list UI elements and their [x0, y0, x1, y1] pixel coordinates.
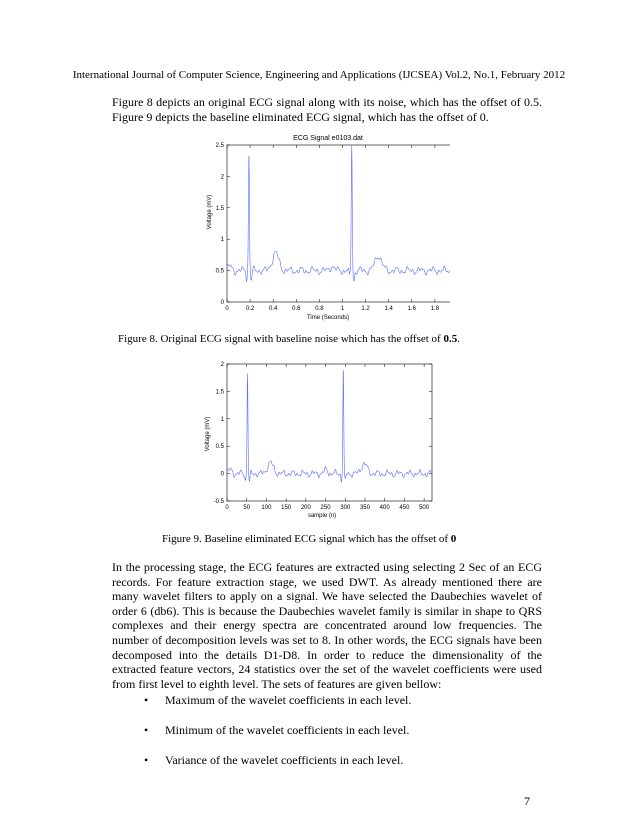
y-tick-label: -0.5 — [213, 499, 224, 505]
fig8-caption-end: . — [457, 333, 460, 345]
y-tick-label: 0.5 — [215, 268, 224, 275]
fig9-caption-text: Figure 9. Baseline eliminated ECG signal which has the offset of — [162, 533, 451, 545]
journal-header: International Journal of Computer Science, Engineering and Applications (IJCSEA) Vol.2, No.1, February 2012 — [72, 69, 566, 81]
figure-8-caption — [118, 333, 460, 345]
x-tick-label: 0.6 — [292, 306, 301, 312]
fig8-caption-offset: 0.5 — [443, 333, 458, 345]
fig8-title: ECG Signal e0103.dat — [293, 135, 363, 142]
fig8-xlabel: Time (Seconds) — [306, 315, 350, 321]
y-tick-label: 0.5 — [215, 444, 224, 451]
bullet-text: Maximum of the wavelet coefficients in each level. — [165, 693, 412, 707]
x-tick-label: 500 — [419, 505, 430, 511]
fig9-ylabel: Voltage (mV) — [205, 416, 211, 452]
x-tick-label: 400 — [379, 505, 390, 511]
figure-9-chart — [180, 356, 450, 522]
fig8-plot — [216, 143, 450, 312]
y-tick-label: 2 — [220, 362, 224, 368]
x-tick-label: 0.2 — [245, 306, 255, 312]
fig9-caption-offset: 0 — [450, 533, 457, 545]
x-tick-label: 100 — [261, 505, 272, 511]
x-tick-label: 1.6 — [407, 306, 416, 312]
fig9-plot — [214, 362, 432, 511]
x-tick-label: 1.8 — [430, 306, 440, 312]
fig8-caption-text: Figure 8. Original ECG signal with baseline noise which has the offset of — [118, 333, 444, 345]
x-tick-label: 350 — [359, 505, 370, 511]
body-paragraph: In the processing stage, the ECG features are extracted using selecting 2 Sec of an ECG records. For feature extraction stage, we used DWT. As already mentioned there are many wavelet filters to apply on a signal. We have selected the Daubechies wavelet of order 6 (db6). This is because the Daubechies wavelet family is similar in shape to QRS complexes and their energy spectra are concentrated around low frequencies. The number of decomposition levels was set to 8. In other words, the ECG signals have been decomposed into the details D1-D8. In order to reduce the dimensionality of the extracted feature vectors, 24 statistics over the set of the wavelet coefficients were used from first level to eighth level. The sets of features are given bellow: — [112, 560, 542, 691]
fig9-xlabel: sample (n) — [307, 513, 337, 519]
x-tick-label: 200 — [300, 505, 311, 511]
fig8-ylabel: Voltage (mV) — [207, 194, 213, 230]
y-tick-label: 0 — [220, 471, 224, 478]
bullet-icon: • — [144, 723, 149, 737]
page-number: 7 — [524, 794, 530, 808]
y-tick-label: 1 — [220, 416, 224, 423]
plot-frame — [227, 145, 450, 302]
x-tick-label: 1 — [340, 306, 345, 312]
bullet-icon: • — [144, 753, 149, 767]
bullet-text: Variance of the wavelet coefficients in each level. — [165, 753, 404, 767]
figure-9-caption — [162, 533, 456, 545]
x-tick-label: 300 — [340, 505, 351, 511]
x-tick-label: 150 — [281, 505, 292, 511]
bullet-text: Minimum of the wavelet coefficients in each level. — [165, 723, 410, 737]
y-tick-label: 0 — [220, 300, 224, 306]
ecg-signal-line — [227, 146, 450, 282]
x-tick-label: 1.2 — [361, 306, 370, 312]
x-tick-label: 0 — [225, 306, 229, 312]
x-tick-label: 0 — [225, 505, 229, 511]
y-tick-label: 2 — [220, 174, 224, 181]
bullet-icon: • — [144, 693, 149, 707]
figure-8-chart — [180, 128, 450, 328]
x-tick-label: 50 — [243, 505, 251, 511]
x-tick-label: 250 — [320, 505, 331, 511]
x-tick-label: 1.4 — [384, 306, 393, 312]
ecg-signal-line — [227, 370, 432, 482]
y-tick-label: 1.5 — [215, 205, 224, 212]
y-tick-label: 1.5 — [215, 389, 224, 396]
x-tick-label: 450 — [399, 505, 410, 511]
y-tick-label: 2.5 — [215, 143, 224, 149]
x-tick-label: 0.8 — [315, 306, 324, 312]
plot-frame — [227, 364, 432, 501]
y-tick-label: 1 — [220, 237, 224, 244]
intro-paragraph: Figure 8 depicts an original ECG signal along with its noise, which has the offset of 0.5. Figure 9 depicts the baseline eliminated ECG signal, which has the offset of 0. — [112, 95, 542, 124]
x-tick-label: 0.4 — [269, 306, 278, 312]
